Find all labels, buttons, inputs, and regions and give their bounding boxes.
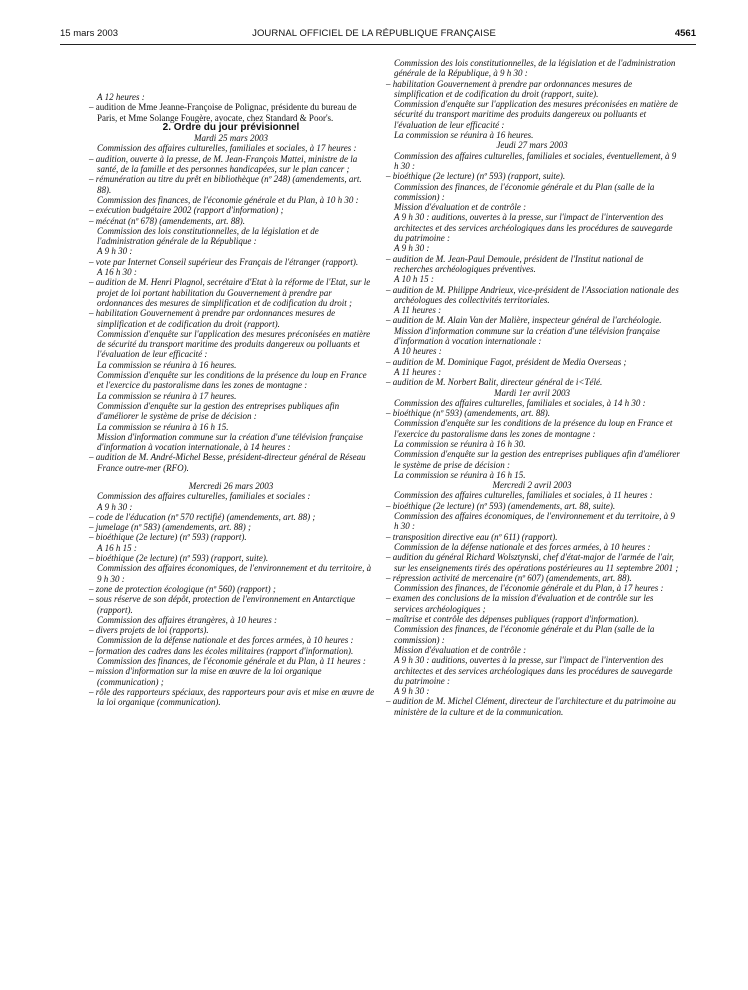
time-label: A 9 h 30 :	[97, 501, 133, 512]
agenda-item: – jumelage (nº 583) (amendements, art. 88) ;	[89, 522, 252, 533]
agenda-item: – audition de M. Philippe Andrieux, vice-président de l'Association nationale des archéologues des collectivités territoriales.	[386, 284, 679, 305]
committee-heading: Commission des finances, de l'économie générale et du Plan (salle de la commission) :	[394, 624, 655, 645]
time-label: A 16 h 30 :	[97, 267, 137, 278]
agenda-item: – exécution budgétaire 2002 (rapport d'information) ;	[89, 205, 284, 216]
time-label: A 9 h 30 :	[97, 246, 133, 257]
committee-heading: Commission des finances, de l'économie générale et du Plan (salle de la commission) :	[394, 181, 655, 202]
agenda-item: – bioéthique (2e lecture) (nº 593) (amendements, art. 88, suite).	[386, 500, 616, 511]
day-heading: Mardi 25 mars 2003	[194, 133, 268, 144]
committee-heading: Commission d'enquête sur la gestion des entreprises publiques afin d'améliorer le système de prise de décision :	[97, 400, 340, 422]
committee-heading: Commission des affaires étrangères, à 10 heures :	[97, 614, 277, 625]
agenda-item: – rémunération au titre du prêt en bibliothèque (nº 248) (amendements, art. 88).	[89, 174, 362, 195]
day-heading: Mercredi 2 avril 2003	[492, 480, 572, 491]
committee-heading: Commission des affaires culturelles, familiales et sociales, à 17 heures :	[97, 143, 357, 154]
agenda-item: – audition de M. Dominique Fagot, président de Media Overseas ;	[386, 356, 627, 367]
agenda-item: – audition, ouverte à la presse, de M. Jean-François Mattei, ministre de la santé, de la famille et des personnes handicapées, sur le plan cancer ;	[89, 153, 358, 175]
agenda-item: – formation des cadres dans les écoles militaires (rapport d'information).	[89, 645, 354, 656]
agenda-item: – bioéthique (2e lecture) (nº 593) (rapport, suite).	[89, 553, 269, 564]
committee-heading: Commission d'enquête sur l'application des mesures préconisées en matière de sécurité du transport maritime des produits dangereux ou polluants et l'évaluation de leur efficacité :	[394, 99, 678, 130]
agenda-item: – audition de Mme Jeanne-Françoise de Polignac, présidente du bureau de Paris, et Mme Solange Fougère, avocate, chez Standard & Poor's.	[89, 102, 357, 123]
agenda-item: – bioéthique (2e lecture) (nº 593) (rapport, suite).	[386, 171, 566, 182]
agenda-item: – audition de M. Henri Plagnol, secrétaire d'Etat à la réforme de l'Etat, sur le projet de loi portant habilitation du Gouvernement à prendre par ordonnances des mesures de simplification et de codification du droit ;	[89, 277, 371, 308]
committee-heading: Mission d'information commune sur la création d'une télévision française d'information à vocation internationale :	[394, 325, 660, 347]
agenda-item: – zone de protection écologique (nº 560) (rapport) ;	[89, 583, 276, 594]
committee-heading: Commission des affaires culturelles, familiales et sociales, à 14 h 30 :	[394, 397, 646, 408]
committee-heading: Commission des lois constitutionnelles, de la législation et de l'administration générale de la République, à 9 h 30 :	[394, 58, 676, 79]
agenda-item: – maîtrise et contrôle des dépenses publiques (rapport d'information).	[386, 614, 639, 625]
day-heading: Mercredi 26 mars 2003	[188, 480, 274, 491]
committee-heading: Commission des affaires culturelles, familiales et sociales, éventuellement, à 9 h 30 :	[394, 150, 677, 171]
sub-heading: Mission d'évaluation et de contrôle :	[394, 644, 527, 655]
agenda-item: – audition de M. Michel Clément, directeur de l'architecture et du patrimoine au ministère de la culture et de la communication.	[386, 696, 676, 717]
agenda-item: – bioéthique (nº 593) (amendements, art. 88).	[386, 408, 551, 419]
agenda-item: – divers projets de loi (rapports).	[89, 625, 209, 636]
day-heading: Jeudi 27 mars 2003	[496, 140, 568, 151]
committee-heading: Commission des affaires économiques, de l'environnement et du territoire, à 9 h 30 :	[97, 563, 372, 584]
session-description: A 9 h 30 : auditions, ouvertes à la presse, sur l'impact de l'intervention des architectes et des services archéologiques dans les procédures de sauvegarde du patrimoine :	[394, 655, 673, 686]
header-date: 15 mars 2003	[60, 28, 119, 39]
agenda-item: – transposition directive eau (nº 611) (rapport).	[386, 531, 558, 542]
agenda-item: – audition de M. Norbert Balit, directeur général de i<Télé.	[386, 377, 603, 388]
committee-heading: Commission des lois constitutionnelles, de la législation et de l'administration générale de la République :	[97, 225, 319, 247]
agenda-item: – vote par Internet Conseil supérieur des Français de l'étranger (rapport).	[89, 256, 359, 267]
committee-heading: Commission des affaires culturelles, familiales et sociales :	[97, 491, 311, 502]
committee-heading: Commission d'enquête sur les conditions de la présence du loup en France et l'exercice du pastoralisme dans les zones de montagne :	[394, 418, 673, 439]
meeting-note: La commission se réunira à 16 heures.	[394, 130, 534, 141]
section-heading: 2. Ordre du jour prévisionnel	[162, 121, 300, 133]
agenda-item: – rôle des rapporteurs spéciaux, des rapporteurs pour avis et mise en œuvre de la loi organique (communication).	[89, 686, 375, 708]
time-label: A 10 heures :	[394, 346, 442, 357]
committee-heading: Commission de la défense nationale et des forces armées, à 10 heures :	[97, 635, 354, 646]
page-number: 4561	[674, 28, 696, 39]
committee-heading: Commission d'enquête sur les conditions de la présence du loup en France et l'exercice du pastoralisme dans les zones de montagne :	[97, 370, 367, 391]
committee-heading: Commission des affaires économiques, de l'environnement et du territoire, à 9 h 30 :	[394, 511, 675, 532]
meeting-note: La commission se réunira à 16 h 30.	[394, 438, 526, 449]
agenda-item: – mission d'information sur la mise en œuvre de la loi organique (communication) ;	[89, 666, 322, 687]
committee-heading: Commission des finances, de l'économie générale et du Plan, à 10 h 30 :	[97, 194, 359, 205]
agenda-item: – habilitation Gouvernement à prendre par ordonnances mesures de simplification et de codification du droit (rapport).	[89, 308, 336, 329]
header-rule	[60, 44, 696, 45]
left-column	[87, 92, 375, 708]
committee-heading: Commission des finances, de l'économie générale et du Plan, à 11 heures :	[97, 656, 366, 667]
agenda-item: – mécénat (nº 678) (amendements, art. 88).	[89, 215, 246, 226]
meeting-note: La commission se réunira à 16 heures.	[97, 359, 237, 370]
meeting-note: La commission se réunira à 16 h 15.	[97, 421, 229, 432]
time-label: A 9 h 30 :	[394, 243, 430, 254]
meeting-note: La commission se réunira à 16 h 15.	[394, 469, 526, 480]
committee-heading: Commission d'enquête sur la gestion des entreprises publiques afin d'améliorer le système de prise de décision :	[394, 449, 680, 470]
journal-title: JOURNAL OFFICIEL DE LA RÉPUBLIQUE FRANÇAISE	[252, 28, 496, 39]
agenda-item: – audition de M. André-Michel Besse, président-directeur général de Réseau France outre-mer (RFO).	[89, 452, 366, 473]
time-label: A 9 h 30 :	[394, 686, 430, 697]
time-label: A 12 heures :	[97, 92, 145, 102]
time-label: A 11 heures :	[394, 366, 442, 377]
page-header	[52, 28, 696, 40]
committee-heading: Mission d'information commune sur la création d'une télévision française d'information à vocation internationale, à 14 heures :	[97, 431, 363, 453]
committee-heading: Commission d'enquête sur l'application des mesures préconisées en matière de sécurité du transport maritime des produits dangereux ou polluants et l'évaluation de leur efficacité :	[97, 328, 371, 360]
time-label: A 16 h 15 :	[97, 542, 137, 553]
agenda-item: – code de l'éducation (nº 570 rectifié) (amendements, art. 88) ;	[89, 511, 316, 522]
time-label: A 11 heures :	[394, 305, 442, 316]
agenda-item: – audition de M. Alain Van der Malière, inspecteur général de l'archéologie.	[386, 315, 662, 326]
sub-heading: Mission d'évaluation et de contrôle :	[394, 202, 527, 213]
right-column	[384, 58, 680, 717]
agenda-item: – bioéthique (2e lecture) (nº 593) (rapport).	[89, 532, 247, 543]
committee-heading: Commission des finances, de l'économie générale et du Plan, à 17 heures :	[394, 583, 664, 594]
agenda-item: – examen des conclusions de la mission d'évaluation et de contrôle sur les services archéologiques ;	[386, 593, 654, 614]
session-description: A 9 h 30 : auditions, ouvertes à la presse, sur l'impact de l'intervention des architectes et des services archéologiques dans les procédures de sauvegarde du patrimoine :	[394, 212, 673, 244]
time-label: A 10 h 15 :	[394, 274, 434, 285]
committee-heading: Commission de la défense nationale et des forces armées, à 10 heures :	[394, 541, 651, 552]
agenda-item: – répression activité de mercenaire (nº 607) (amendements, art. 88).	[386, 572, 632, 583]
agenda-item: – audition de M. Jean-Paul Demoule, président de l'Institut national de recherches archéologiques préventives.	[386, 253, 644, 274]
day-heading: Mardi 1er avril 2003	[494, 387, 570, 398]
committee-heading: Commission des affaires culturelles, familiales et sociales, à 11 heures :	[394, 490, 653, 501]
agenda-item: – sous réserve de son dépôt, protection de l'environnement en Antarctique (rapport).	[89, 594, 355, 615]
agenda-item: – audition du général Richard Wolsztynski, chef d'état-major de l'armée de l'air, sur les enseignements tirés des opérations postérieures au 11 septembre 2001 ;	[386, 552, 679, 573]
meeting-note: La commission se réunira à 17 heures.	[97, 390, 237, 401]
agenda-item: – habilitation Gouvernement à prendre par ordonnances mesures de simplification et de codification du droit (rapport, suite).	[386, 78, 633, 99]
